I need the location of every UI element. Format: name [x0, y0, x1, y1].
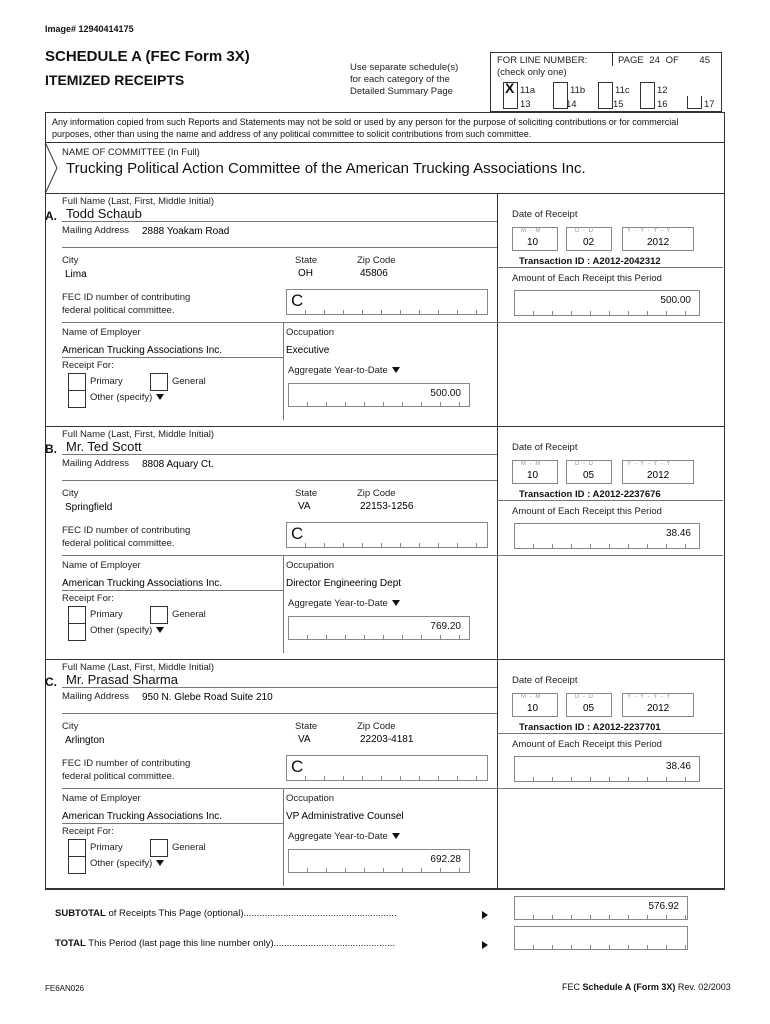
aggregate-label: Aggregate Year-to-Date [288, 365, 400, 376]
mailing-address-label: Mailing Address [62, 458, 130, 469]
state-value[interactable]: OH [298, 268, 313, 279]
chevron-down-icon [156, 394, 164, 400]
entry-letter: C. [45, 675, 57, 689]
other-checkbox[interactable] [68, 390, 86, 408]
general-checkbox[interactable] [150, 373, 168, 391]
zip-label: Zip Code [357, 488, 396, 499]
other-checkbox[interactable] [68, 623, 86, 641]
for-line-number-label: FOR LINE NUMBER: [497, 55, 588, 66]
general-label: General [172, 609, 206, 620]
mailing-address-label: Mailing Address [62, 225, 130, 236]
total-field[interactable] [514, 926, 688, 950]
other-specify-label: Other (specify) [90, 858, 164, 869]
fec-id-label: FEC ID number of contributing federal political committee. [62, 758, 191, 782]
other-checkbox[interactable] [68, 856, 86, 874]
general-checkbox[interactable] [150, 606, 168, 624]
employer-value[interactable]: American Trucking Associations Inc. [62, 578, 223, 589]
zip-value[interactable]: 22153-1256 [360, 501, 414, 512]
page-indicator: PAGE 24 OF 45 [618, 55, 710, 66]
state-value[interactable]: VA [298, 501, 311, 512]
contributor-name[interactable]: Mr. Ted Scott [66, 439, 142, 454]
schedule-title: SCHEDULE A (FEC Form 3X) [45, 48, 250, 65]
line-15-label: 15 [613, 99, 624, 110]
amount-label: Amount of Each Receipt this Period [512, 506, 662, 517]
city-label: City [62, 255, 79, 266]
mailing-address[interactable]: 950 N. Glebe Road Suite 210 [142, 692, 273, 703]
receipt-year[interactable]: Y - Y - Y - Y 2012 [622, 227, 694, 251]
mailing-address[interactable]: 8808 Aquary Ct. [142, 459, 214, 470]
other-specify-label: Other (specify) [90, 625, 164, 636]
line-14-label: 14 [566, 99, 577, 110]
chevron-down-icon [156, 627, 164, 633]
city-label: City [62, 721, 79, 732]
receipt-month[interactable]: M - M 10 [512, 693, 558, 717]
line-17-checkbox[interactable] [687, 96, 702, 109]
receipt-year[interactable]: Y - Y - Y - Y 2012 [622, 693, 694, 717]
footer-code: FE6AN026 [45, 984, 85, 993]
transaction-id: Transaction ID : A2012-2237701 [519, 722, 661, 733]
separate-schedule-note: Use separate schedule(s) for each category of the Detailed Summary Page [350, 62, 459, 97]
line-12-label: 12 [657, 85, 668, 96]
employer-label: Name of Employer [62, 327, 141, 338]
chevron-down-icon [392, 367, 400, 373]
city-value[interactable]: Springfield [65, 502, 113, 513]
contributor-name[interactable]: Mr. Prasad Sharma [66, 672, 178, 687]
state-label: State [295, 488, 318, 499]
fec-id-field[interactable]: C [286, 755, 488, 781]
state-value[interactable]: VA [298, 734, 311, 745]
aggregate-field[interactable]: 769.20 [288, 616, 470, 640]
line-13-checkbox[interactable] [503, 96, 518, 109]
state-label: State [295, 721, 318, 732]
fec-id-field[interactable]: C [286, 289, 488, 315]
state-label: State [295, 255, 318, 266]
chevron-down-icon [156, 860, 164, 866]
transaction-id: Transaction ID : A2012-2237676 [519, 489, 661, 500]
zip-label: Zip Code [357, 721, 396, 732]
aggregate-label: Aggregate Year-to-Date [288, 598, 400, 609]
city-label: City [62, 488, 79, 499]
subtotal-arrow-icon [482, 911, 488, 919]
amount-field[interactable]: 500.00 [514, 290, 700, 316]
aggregate-field[interactable]: 500.00 [288, 383, 470, 407]
full-name-label: Full Name (Last, First, Middle Initial) [62, 429, 215, 440]
line-11b-checkbox[interactable] [553, 82, 568, 97]
other-specify-label: Other (specify) [90, 392, 164, 403]
receipt-year[interactable]: Y - Y - Y - Y 2012 [622, 460, 694, 484]
occupation-value[interactable]: Executive [286, 345, 330, 356]
primary-label: Primary [90, 609, 123, 620]
disclaimer-text: Any information copied from such Reports and Statements may not be sold or used by any person for the purpose of soliciting contributions or for commercial purposes, other than using the name and address of any political committee to solicit contributions from such committee. [52, 117, 679, 139]
line-11a-label: 11a [520, 85, 536, 96]
city-value[interactable]: Lima [65, 269, 87, 280]
subtotal-label: SUBTOTAL of Receipts This Page (optional).......................................................... [55, 908, 397, 919]
date-of-receipt-label: Date of Receipt [512, 209, 578, 220]
amount-field[interactable]: 38.46 [514, 756, 700, 782]
total-label: TOTAL This Period (last page this line number only).............................................. [55, 938, 396, 949]
occupation-value[interactable]: VP Administrative Counsel [286, 811, 404, 822]
line-11c-checkbox[interactable] [598, 82, 613, 97]
footer-form-name: FEC Schedule A (Form 3X) Rev. 02/2003 [562, 982, 731, 992]
date-of-receipt-label: Date of Receipt [512, 675, 578, 686]
receipt-for-label: Receipt For: [62, 826, 114, 837]
transaction-id: Transaction ID : A2012-2042312 [519, 256, 661, 267]
zip-value[interactable]: 45806 [360, 268, 388, 279]
amount-field[interactable]: 38.46 [514, 523, 700, 549]
primary-checkbox[interactable] [68, 606, 86, 624]
amount-label: Amount of Each Receipt this Period [512, 273, 662, 284]
itemized-receipts-title: ITEMIZED RECEIPTS [45, 72, 185, 88]
line-12-checkbox[interactable] [640, 82, 655, 97]
receipt-month[interactable]: M - M 10 [512, 227, 558, 251]
line-15-checkbox[interactable] [598, 96, 613, 109]
primary-checkbox[interactable] [68, 839, 86, 857]
fec-id-label: FEC ID number of contributing federal political committee. [62, 292, 191, 316]
primary-label: Primary [90, 842, 123, 853]
receipt-for-label: Receipt For: [62, 360, 114, 371]
occupation-label: Occupation [286, 793, 335, 804]
aggregate-field[interactable]: 692.28 [288, 849, 470, 873]
committee-name: Trucking Political Action Committee of the American Trucking Associations Inc. [66, 160, 586, 177]
line-11c-label: 11c [615, 85, 630, 96]
receipt-month[interactable]: M - M 10 [512, 460, 558, 484]
total-arrow-icon [482, 941, 488, 949]
line-17-label: 17 [704, 99, 715, 110]
occupation-label: Occupation [286, 560, 335, 571]
receipt-day[interactable]: D - D 05 [566, 693, 612, 717]
zip-label: Zip Code [357, 255, 396, 266]
fec-id-field[interactable]: C [286, 522, 488, 548]
image-id: Image# 12940414175 [45, 24, 134, 34]
aggregate-label: Aggregate Year-to-Date [288, 831, 400, 842]
employer-label: Name of Employer [62, 560, 141, 571]
chevron-down-icon [392, 600, 400, 606]
general-label: General [172, 842, 206, 853]
line-11b-label: 11b [570, 85, 586, 96]
employer-label: Name of Employer [62, 793, 141, 804]
general-label: General [172, 376, 206, 387]
full-name-label: Full Name (Last, First, Middle Initial) [62, 196, 215, 207]
entry-letter: A. [45, 209, 57, 223]
line-16-label: 16 [657, 99, 668, 110]
contributor-name[interactable]: Todd Schaub [66, 206, 142, 221]
receipt-day[interactable]: D - D 05 [566, 460, 612, 484]
chevron-down-icon [392, 833, 400, 839]
employer-value[interactable]: American Trucking Associations Inc. [62, 345, 223, 356]
full-name-label: Full Name (Last, First, Middle Initial) [62, 662, 215, 673]
zip-value[interactable]: 22203-4181 [360, 734, 414, 745]
primary-label: Primary [90, 376, 123, 387]
employer-value[interactable]: American Trucking Associations Inc. [62, 811, 223, 822]
primary-checkbox[interactable] [68, 373, 86, 391]
receipt-for-label: Receipt For: [62, 593, 114, 604]
occupation-value[interactable]: Director Engineering Dept [286, 578, 402, 589]
occupation-label: Occupation [286, 327, 335, 338]
date-of-receipt-label: Date of Receipt [512, 442, 578, 453]
line-16-checkbox[interactable] [640, 96, 655, 109]
fec-id-label: FEC ID number of contributing federal political committee. [62, 525, 191, 549]
amount-label: Amount of Each Receipt this Period [512, 739, 662, 750]
mailing-address[interactable]: 2888 Yoakam Road [142, 226, 230, 237]
general-checkbox[interactable] [150, 839, 168, 857]
check-only-label: (check only one) [497, 67, 567, 78]
line-11a-checkbox[interactable]: X [503, 82, 518, 97]
receipt-day[interactable]: D - D 02 [566, 227, 612, 251]
entry-letter: B. [45, 442, 57, 456]
mailing-address-label: Mailing Address [62, 691, 130, 702]
subtotal-field[interactable]: 576.92 [514, 896, 688, 920]
city-value[interactable]: Arlington [65, 735, 105, 746]
committee-label: NAME OF COMMITTEE (In Full) [62, 147, 200, 158]
line-13-label: 13 [520, 99, 531, 110]
